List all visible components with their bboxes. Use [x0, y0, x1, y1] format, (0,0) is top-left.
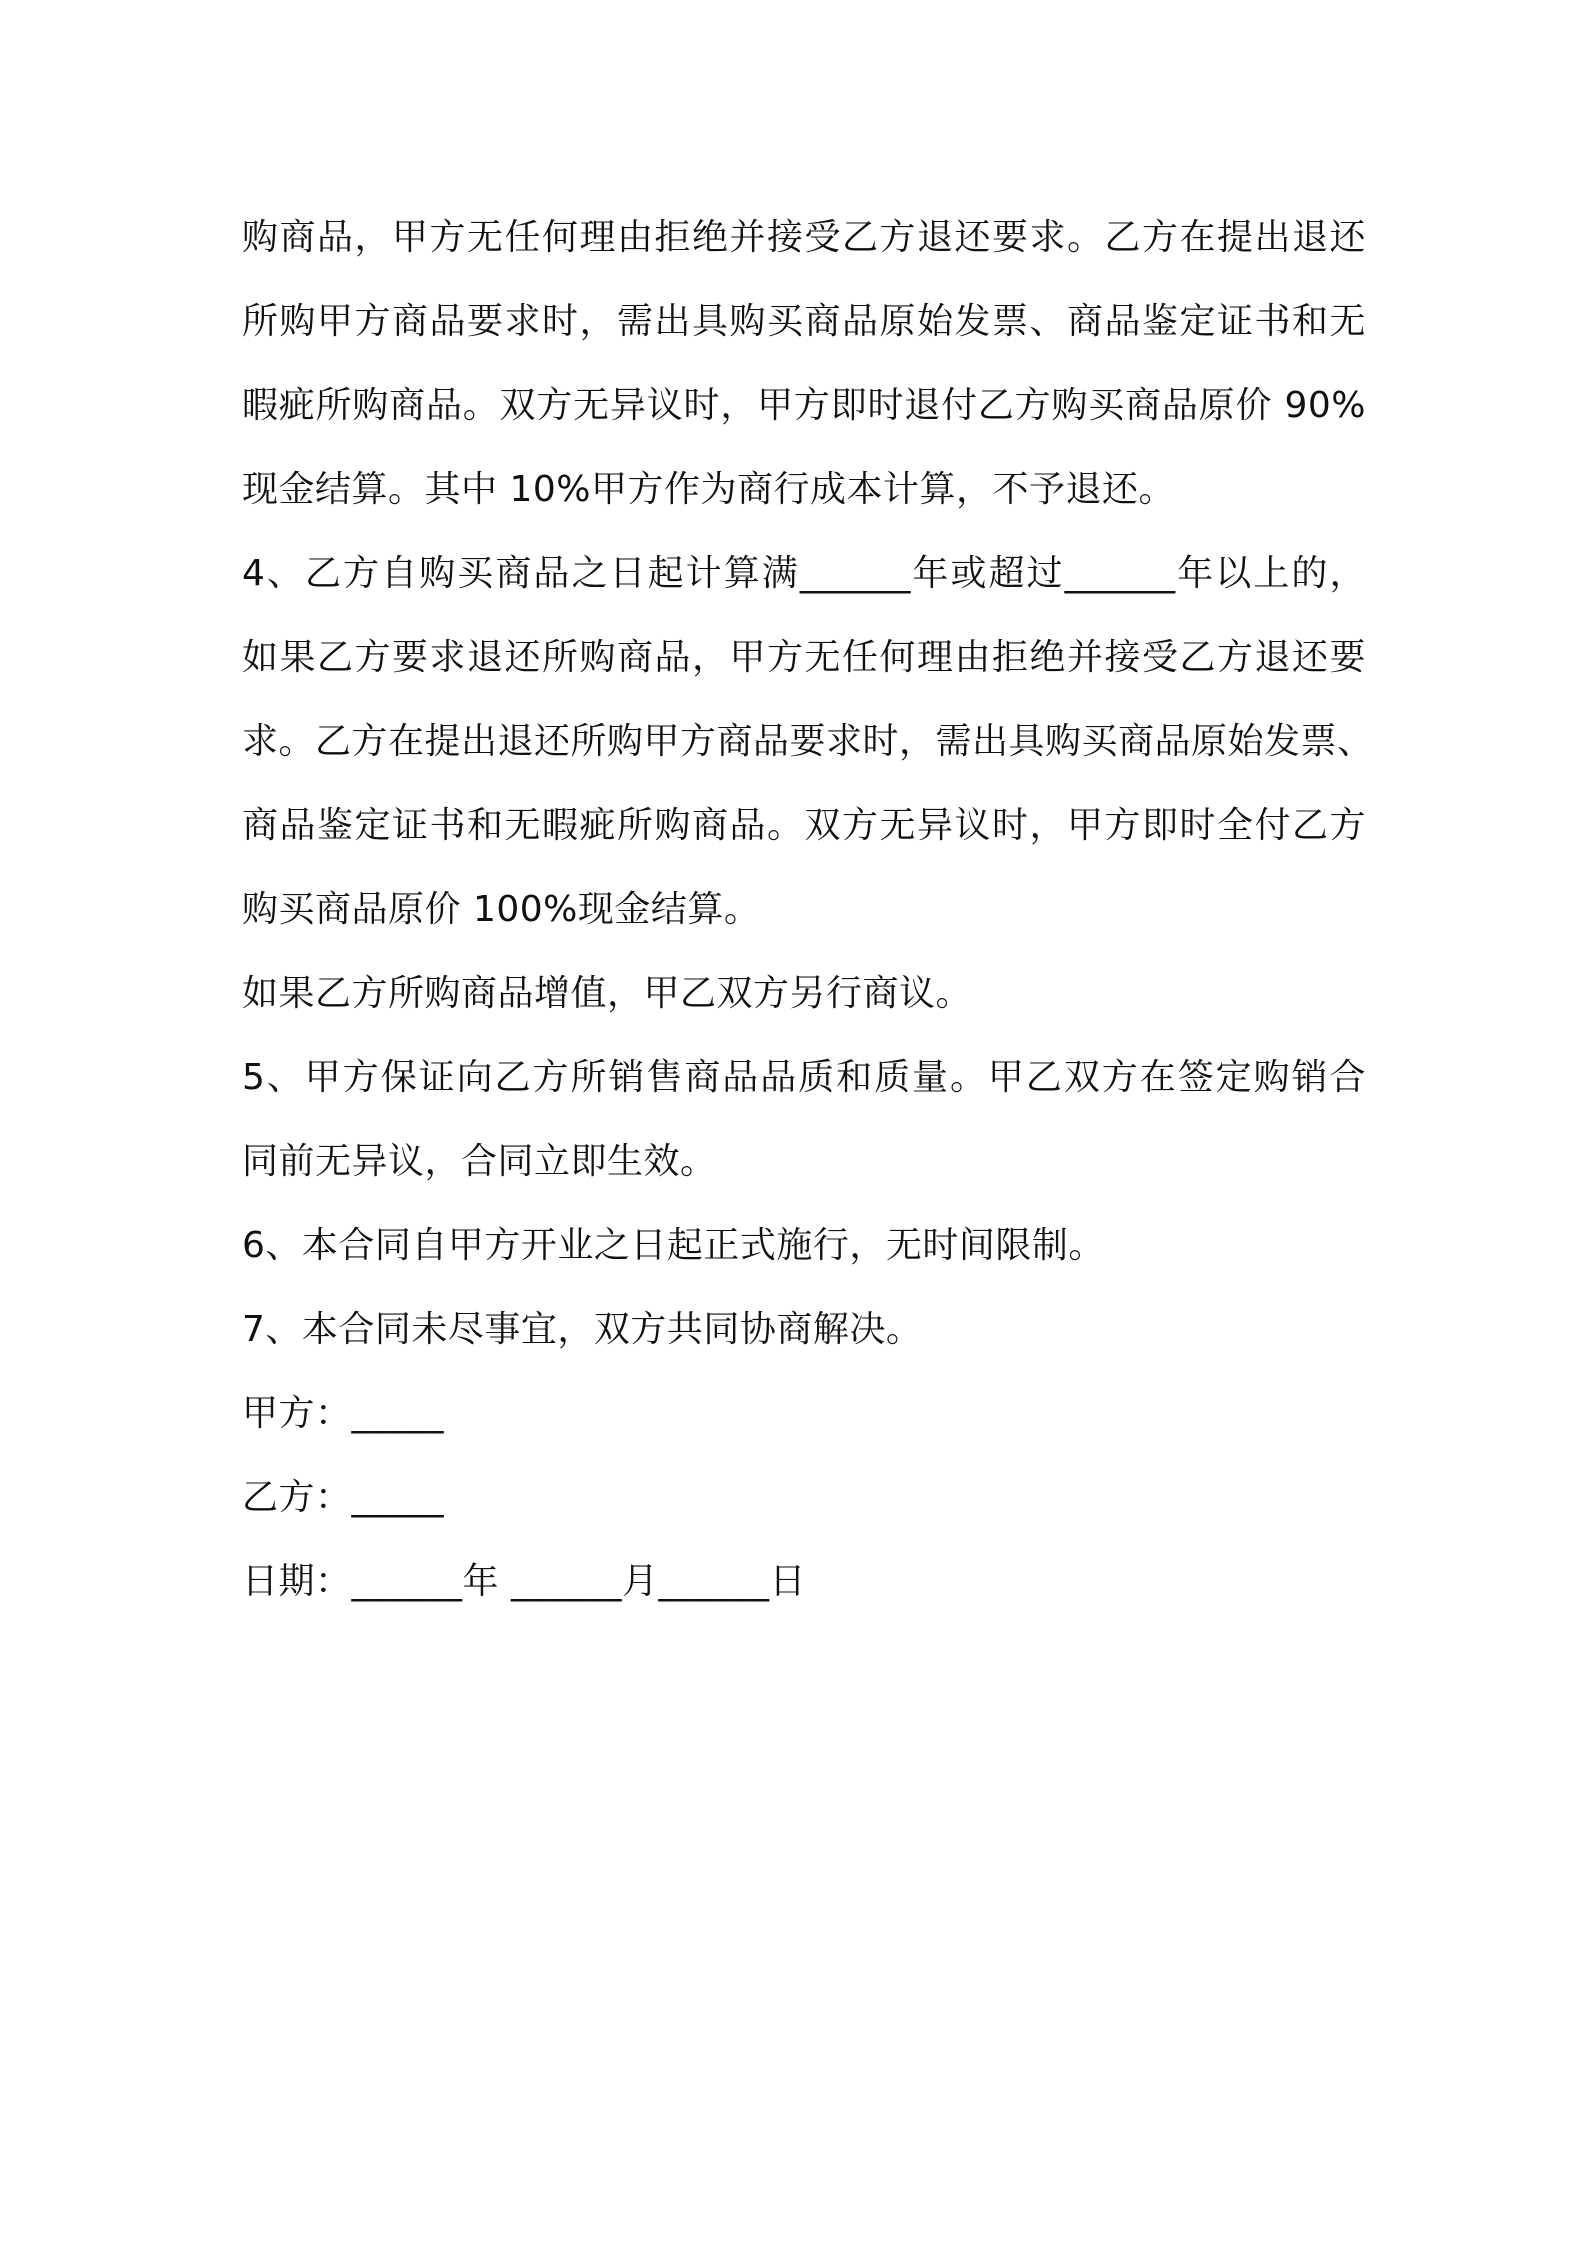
clause-3-line-2: 所购甲方商品要求时，需出具购买商品原始发票、商品鉴定证书和无 — [242, 301, 1366, 342]
clause-4-line-1: 4、乙方自购买商品之日起计算满______年或超过______年以上的， — [242, 553, 1366, 594]
clause-4-line-4: 商品鉴定证书和无暇疵所购商品。双方无异议时，甲方即时全付乙方 — [242, 805, 1366, 846]
clause-3-line-3: 暇疵所购商品。双方无异议时，甲方即时退付乙方购买商品原价 90% — [242, 385, 1366, 426]
clause-6: 6、本合同自甲方开业之日起正式施行，无时间限制。 — [242, 1225, 1105, 1266]
contract-body — [242, 196, 1374, 1624]
appreciation-note: 如果乙方所购商品增值，甲乙双方另行商议。 — [242, 973, 973, 1014]
clause-3-line-4: 现金结算。其中 10%甲方作为商行成本计算，不予退还。 — [242, 469, 1175, 510]
party-b-signature-line: 乙方：_____ — [242, 1477, 445, 1518]
clause-4-line-3: 求。乙方在提出退还所购甲方商品要求时，需出具购买商品原始发票、 — [242, 721, 1374, 762]
clause-7: 7、本合同未尽事宜，双方共同协商解决。 — [242, 1309, 923, 1350]
date-line: 日期：______年 ______月______日 — [242, 1561, 806, 1602]
clause-4-line-2: 如果乙方要求退还所购商品，甲方无任何理由拒绝并接受乙方退还要 — [242, 637, 1366, 678]
clause-5-line-2: 同前无异议，合同立即生效。 — [242, 1141, 717, 1182]
party-a-signature-line: 甲方：_____ — [242, 1393, 445, 1434]
clause-5-line-1: 5、甲方保证向乙方所销售商品品质和质量。甲乙双方在签定购销合 — [242, 1057, 1366, 1098]
clause-4-line-5: 购买商品原价 100%现金结算。 — [242, 889, 761, 930]
clause-3-line-1: 购商品，甲方无任何理由拒绝并接受乙方退还要求。乙方在提出退还 — [242, 217, 1366, 258]
